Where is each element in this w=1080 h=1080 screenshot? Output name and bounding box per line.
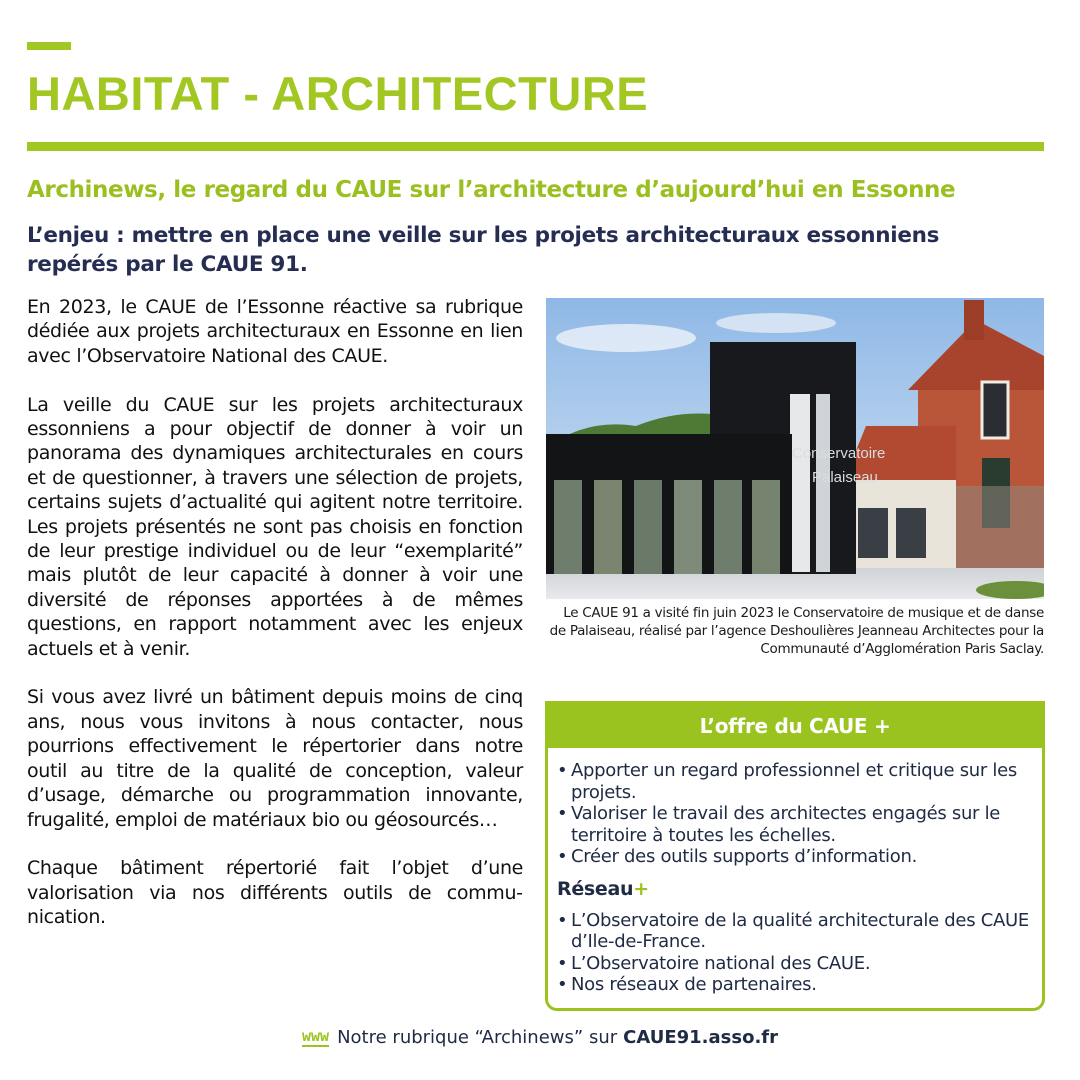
body-paragraph: Chaque bâtiment répertorié fait l’objet d’une valorisation via nos différents outils de communication. <box>27 857 523 929</box>
footer-text: Notre rubrique “Archinews” sur <box>337 1027 618 1048</box>
photo-caption: Le CAUE 91 a visité fin juin 2023 le Conservatoire de musique et de danse de Palaiseau, réalisé par l’agence Deshoulières Jeanneau Architectes pour la Communauté d’Agglomération Paris Saclay. <box>549 605 1044 657</box>
building-sign-2: Palaiseau <box>812 469 878 486</box>
reseau-label: Réseau <box>557 877 634 900</box>
offer-list <box>548 748 1042 868</box>
www-icon: www <box>301 1027 330 1045</box>
reseau-list <box>548 906 1042 996</box>
offer-box <box>545 701 1045 1011</box>
reseau-item: • L’Observatoire national des CAUE. <box>556 953 1034 975</box>
offer-item: • Apporter un regard professionnel et critique sur les projets. <box>556 760 1034 803</box>
plus-icon: + <box>633 877 649 900</box>
website-link[interactable]: CAUE91.asso.fr <box>623 1027 778 1048</box>
offer-title: L’offre du CAUE + <box>548 704 1042 748</box>
building-sign-1: Conservatoire <box>792 445 886 462</box>
accent-dash <box>27 42 71 50</box>
body-paragraph: Si vous avez livré un bâtiment depuis moins de cinq ans, nous vous invitons à nous contacter, nous pourrions effectivement le répertorier dans notre outil au titre de la qualité de conception, valeur d’usage, démarche ou programmation innovante, frugalité, emploi de matériaux bio ou géosourcés… <box>27 686 523 831</box>
body-paragraph: En 2023, le CAUE de l’Essonne réactive sa rubrique dédiée aux projets architecturaux en Essonne en lien avec l’Observatoire National des CAUE. <box>27 296 523 367</box>
article-subtitle: L’enjeu : mettre en place une veille sur les projets architecturaux essonniens repérés par le CAUE 91. <box>27 223 940 277</box>
article-body <box>27 295 523 954</box>
body-paragraph: La veille du CAUE sur les projets architecturaux essonniens a pour objectif de donner à voir un panorama des dynamiques architecturales en cours et de questionner, à travers une sélection de projets, certains sujets d’actualité qui agitent notre territoire. Les projets présentés ne sont pas choisis en fonction de leur prestige individuel ou de leur “exemplarité” mais plutôt de leur capacité à donner à voir une diversité de réponses apportées à de mêmes questions, en rapport notamment avec les enjeux actuels et à venir. <box>27 393 523 660</box>
conservatoire-photo <box>546 298 1044 599</box>
offer-item: • Créer des outils supports d’information. <box>556 846 1034 868</box>
reseau-title <box>548 868 1042 906</box>
offer-item: • Valoriser le travail des architectes engagés sur le territoire à toutes les échelles. <box>556 803 1034 846</box>
reseau-item: • L’Observatoire de la qualité architecturale des CAUE d’Ile-de-France. <box>556 910 1034 953</box>
page-title: HABITAT - ARCHITECTURE <box>27 67 649 120</box>
footer <box>0 1027 1080 1048</box>
reseau-item: • Nos réseaux de partenaires. <box>556 974 1034 996</box>
title-rule <box>27 142 1044 151</box>
article-title: Archinews, le regard du CAUE sur l’architecture d’aujourd’hui en Essonne <box>27 177 956 203</box>
